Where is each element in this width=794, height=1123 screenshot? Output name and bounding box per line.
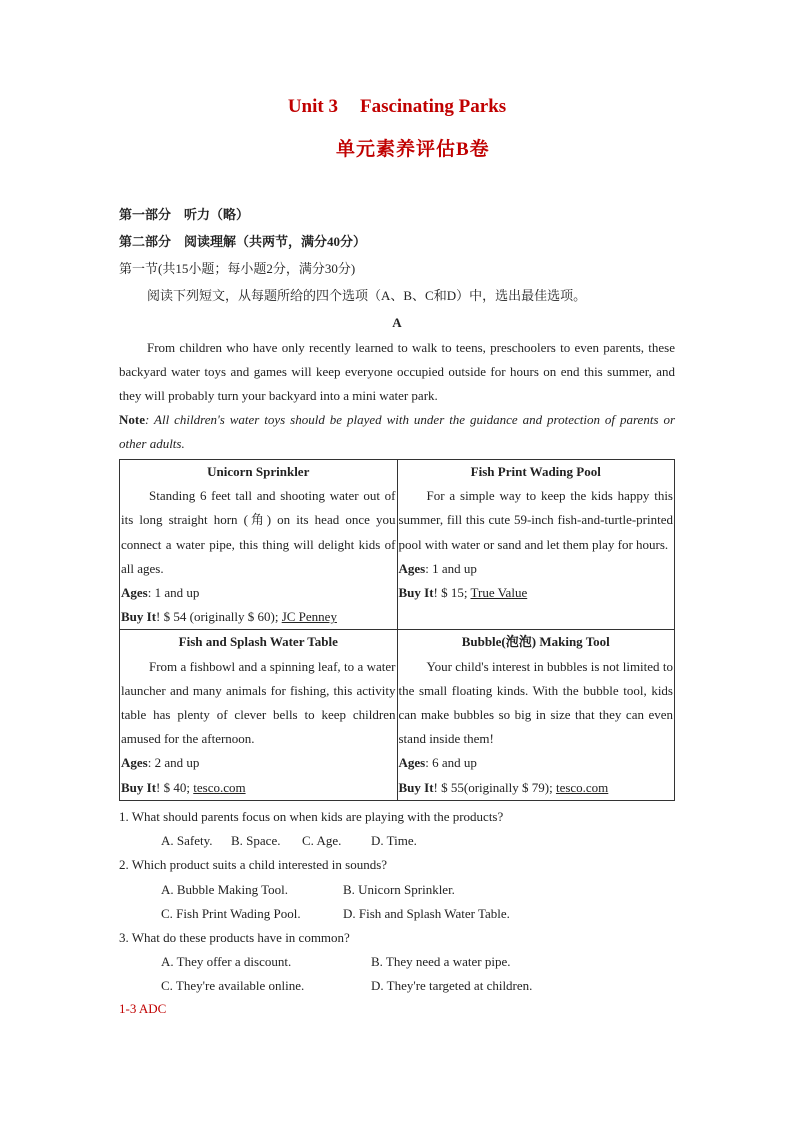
note-text: : All children's water toys should be played with under the guidance and protection of parents or other adults. <box>119 412 675 451</box>
product-cell <box>120 630 398 800</box>
question-stem: 1. What should parents focus on when kids are playing with the products? <box>119 809 504 824</box>
note-paragraph <box>119 408 675 456</box>
question-stem: 3. What do these products have in common? <box>119 930 350 945</box>
buy-label: Buy It <box>121 609 157 625</box>
ages-value: : 1 and up <box>147 585 200 601</box>
product-ages <box>121 751 396 775</box>
passage-label: A <box>392 315 402 330</box>
product-description: Standing 6 feet tall and shooting water out of its long straight horn (角) on its head once you connect a water pipe, this thing will delight kids of all ages. <box>121 488 396 576</box>
option-a: A. Bubble Making Tool. <box>161 882 289 897</box>
option-a: A. Safety. <box>161 833 213 848</box>
option-b: B. Unicorn Sprinkler. <box>343 882 455 897</box>
store-link[interactable]: True Value <box>470 585 528 601</box>
buy-label: Buy It <box>121 779 157 795</box>
option-d: D. Time. <box>371 833 417 848</box>
part2-heading: 第二部分 阅读理解（共两节，满分40分） <box>119 234 367 249</box>
ages-value: : 2 and up <box>147 755 200 771</box>
product-ages <box>399 557 674 581</box>
product-price <box>121 605 396 629</box>
store-link[interactable]: tesco.com <box>193 779 246 795</box>
option-a: A. They offer a discount. <box>161 954 292 969</box>
option-c: C. They're available online. <box>161 978 305 993</box>
product-name: Unicorn Sprinkler <box>207 464 310 479</box>
ages-value: : 1 and up <box>425 560 477 576</box>
product-description: For a simple way to keep the kids happy this summer, fill this cute 59-inch fish-and-turtle-printed pool with water or sand and let them play for hours. <box>398 488 673 552</box>
products-table <box>119 459 675 801</box>
product-price <box>399 581 674 605</box>
unit-number: Unit 3 <box>287 96 338 117</box>
unit-title <box>0 96 794 118</box>
note-label: Note <box>119 412 145 427</box>
instruction-text: 阅读下列短文，从每题所给的四个选项（A、B、C和D）中，选出最佳选项。 <box>147 288 587 303</box>
ages-value: : 6 and up <box>425 755 477 771</box>
store-link[interactable]: tesco.com <box>555 779 609 795</box>
buy-value: ! $ 54 (originally $ 60); <box>156 609 282 625</box>
buy-value: ! $ 40; <box>156 779 194 795</box>
option-b: B. They need a water pipe. <box>371 954 511 969</box>
section1-heading: 第一节(共15小题；每小题2分，满分30分) <box>119 261 356 276</box>
product-ages <box>121 581 396 605</box>
product-cell <box>120 460 398 630</box>
option-b: B. Space. <box>231 833 281 848</box>
store-link[interactable]: JC Penney <box>281 609 337 625</box>
buy-value: ! $ 55(originally $ 79); <box>433 779 556 795</box>
product-price <box>121 776 396 800</box>
product-name: Fish Print Wading Pool <box>470 464 601 479</box>
question-stem: 2. Which product suits a child interested in sounds? <box>119 857 388 872</box>
unit-name: Fascinating Parks <box>359 96 507 117</box>
part1-heading: 第一部分 听力（略） <box>119 207 250 222</box>
ages-label: Ages <box>398 560 426 576</box>
product-ages <box>399 751 674 775</box>
ages-label: Ages <box>121 585 148 601</box>
ages-label: Ages <box>121 755 148 771</box>
intro-paragraph: From children who have only recently learned to walk to teens, preschoolers to even parents, these backyard water toys and games will keep everyone occupied outside for hours on end this summer, and they will probably turn your backyard into a mini water park. <box>119 340 675 403</box>
ages-label: Ages <box>398 755 426 771</box>
product-price <box>399 776 674 800</box>
product-description: From a fishbowl and a spinning leaf, to a water launcher and many animals for fishing, this activity table has plenty of clever bells to keep children amused for the afternoon. <box>121 658 396 747</box>
answer-key: 1-3 ADC <box>119 1001 167 1016</box>
option-d: D. They're targeted at children. <box>371 978 533 993</box>
paper-subtitle: 单元素养评估B卷 <box>336 139 490 160</box>
product-name: Fish and Splash Water Table <box>178 634 338 650</box>
product-cell <box>397 460 675 630</box>
product-name: Bubble(泡泡) Making Tool <box>461 634 610 650</box>
option-c: C. Fish Print Wading Pool. <box>161 906 301 921</box>
buy-value: ! $ 15; <box>433 585 471 601</box>
product-cell <box>397 630 675 800</box>
buy-label: Buy It <box>398 585 434 601</box>
buy-label: Buy It <box>398 779 434 795</box>
option-c: C. Age. <box>302 833 342 848</box>
option-d: D. Fish and Splash Water Table. <box>343 906 510 921</box>
product-description: Your child's interest in bubbles is not limited to the small floating kinds. With the bubble tool, kids can make bubbles so big in size that they can even stand inside them! <box>398 658 673 747</box>
passage-intro <box>119 336 675 456</box>
